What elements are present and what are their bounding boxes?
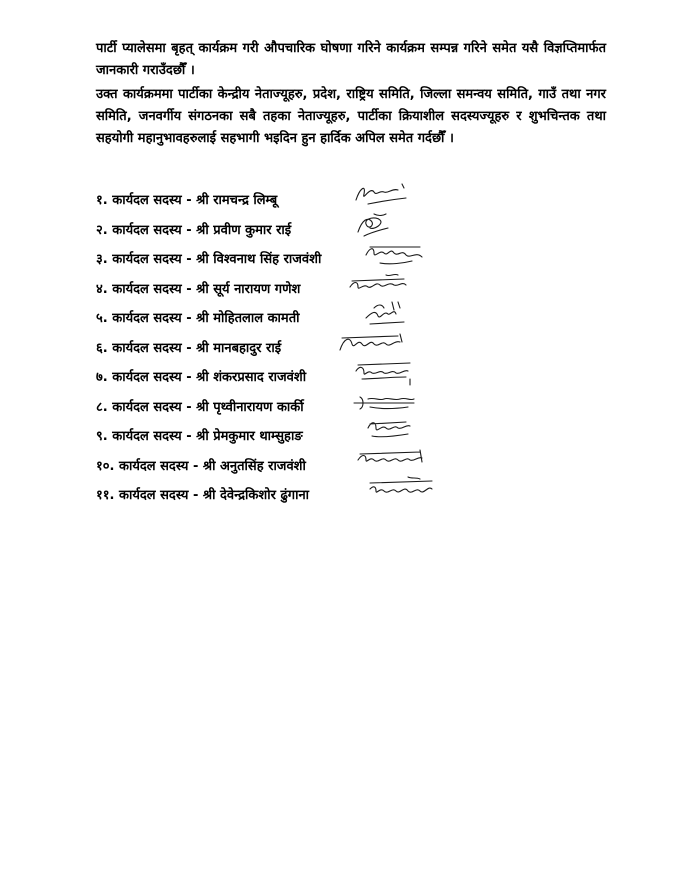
member-entry: ५. कार्यदल सदस्य - श्री मोहितलाल कामती bbox=[96, 311, 300, 326]
list-item bbox=[96, 328, 496, 358]
list-item bbox=[96, 239, 496, 269]
signature-icon bbox=[354, 446, 424, 476]
member-name: श्री सूर्य नारायण गणेश bbox=[196, 281, 301, 297]
member-entry: ३. कार्यदल सदस्य - श्री विश्वनाथ सिंह राजवंशी bbox=[96, 252, 322, 267]
taskforce-member-list bbox=[96, 180, 496, 505]
member-role: कार्यदल सदस्य bbox=[112, 193, 182, 208]
signature-icon bbox=[366, 475, 436, 505]
member-role: कार्यदल सदस्य bbox=[112, 311, 182, 326]
member-number: ७. bbox=[96, 370, 108, 385]
signature-icon bbox=[344, 210, 414, 240]
member-role: कार्यदल सदस्य bbox=[112, 370, 182, 385]
member-entry: ७. कार्यदल सदस्य - श्री शंकरप्रसाद राजवंशी bbox=[96, 370, 307, 385]
list-item bbox=[96, 180, 496, 210]
signature-icon bbox=[362, 416, 432, 446]
member-entry: ६. कार्यदल सदस्य - श्री मानबहादुर राई bbox=[96, 340, 282, 356]
signature-icon bbox=[360, 239, 430, 269]
member-number: ८. bbox=[96, 399, 108, 415]
list-item bbox=[96, 446, 496, 476]
member-name: श्री देवेन्द्रकिशोर ढुंगाना bbox=[202, 488, 310, 503]
member-name: श्री प्रेमकुमार थाम्सुहाङ bbox=[196, 429, 303, 444]
member-entry: ११. कार्यदल सदस्य - श्री देवेन्द्रकिशोर ढुंगाना bbox=[96, 488, 310, 503]
member-name: श्री शंकरप्रसाद राजवंशी bbox=[196, 370, 307, 385]
member-number: ११. bbox=[96, 488, 115, 503]
member-role: कार्यदल सदस्य bbox=[112, 252, 182, 267]
member-number: ६. bbox=[96, 340, 108, 356]
list-item bbox=[96, 269, 496, 299]
member-role: कार्यदल सदस्य bbox=[112, 340, 182, 356]
member-role: कार्यदल सदस्य bbox=[112, 281, 182, 297]
member-entry: २. कार्यदल सदस्य - श्री प्रवीण कुमार राई bbox=[96, 222, 292, 238]
member-number: ३. bbox=[96, 252, 108, 267]
list-item bbox=[96, 210, 496, 240]
member-number: २. bbox=[96, 222, 108, 238]
list-item bbox=[96, 387, 496, 417]
list-item bbox=[96, 298, 496, 328]
signature-icon bbox=[350, 387, 420, 417]
member-entry: ८. कार्यदल सदस्य - श्री पृथ्वीनारायण कार्की bbox=[96, 399, 304, 415]
member-name: श्री मानबहादुर राई bbox=[196, 340, 282, 356]
signature-icon bbox=[350, 357, 420, 387]
member-role: कार्यदल सदस्य bbox=[119, 458, 189, 474]
member-name: श्री मोहितलाल कामती bbox=[196, 311, 300, 326]
member-entry: ९. कार्यदल सदस्य - श्री प्रेमकुमार थाम्सुहाङ bbox=[96, 429, 303, 444]
member-number: १०. bbox=[96, 458, 115, 474]
list-item bbox=[96, 357, 496, 387]
appeal-paragraph: उक्त कार्यक्रममा पार्टीका केन्द्रीय नेताज्यूहरु, प्रदेश, राष्ट्रिय समिति, जिल्ला समन्वय समिति, गाउँ तथा नगर समिति, जनवर्गीय संगठनका सबै तहका नेताज्यूहरु, पार्टीका क्रियाशील सदस्यज्यूहरु र शुभचिन्तक तथा सहयोगी महानुभावहरुलाई सहभागी भइदिन हुन हार्दिक अपिल समेत गर्दछौँ । bbox=[96, 87, 606, 146]
member-number: ५. bbox=[96, 311, 108, 326]
signature-icon bbox=[334, 328, 404, 358]
list-item bbox=[96, 475, 496, 505]
signature-icon bbox=[348, 180, 418, 210]
announcement-paragraph: पार्टी प्यालेसमा बृहत् कार्यक्रम गरी औपचारिक घोषणा गरिने कार्यक्रम सम्पन्न गरिने समेत यसै विज्ञप्तिमार्फत जानकारी गराउँदछौँ । bbox=[96, 41, 606, 78]
member-entry: १०. कार्यदल सदस्य - श्री अनुतसिंह राजवंशी bbox=[96, 458, 306, 474]
member-name: श्री रामचन्द्र लिम्बू bbox=[196, 193, 278, 208]
member-entry: ४. कार्यदल सदस्य - श्री सूर्य नारायण गणेश bbox=[96, 281, 301, 297]
member-name: श्री अनुतसिंह राजवंशी bbox=[202, 458, 306, 474]
signature-icon bbox=[346, 269, 416, 299]
list-item bbox=[96, 416, 496, 446]
member-number: १. bbox=[96, 193, 108, 208]
member-number: ४. bbox=[96, 281, 108, 297]
member-role: कार्यदल सदस्य bbox=[112, 429, 182, 444]
member-name: श्री विश्वनाथ सिंह राजवंशी bbox=[196, 252, 322, 267]
member-number: ९. bbox=[96, 429, 108, 444]
member-role: कार्यदल सदस्य bbox=[119, 488, 189, 503]
member-role: कार्यदल सदस्य bbox=[112, 222, 182, 238]
member-name: श्री पृथ्वीनारायण कार्की bbox=[196, 399, 304, 415]
member-name: श्री प्रवीण कुमार राई bbox=[196, 222, 292, 238]
member-entry: १. कार्यदल सदस्य - श्री रामचन्द्र लिम्बू bbox=[96, 193, 278, 208]
member-role: कार्यदल सदस्य bbox=[112, 399, 182, 415]
signature-icon bbox=[356, 298, 426, 328]
